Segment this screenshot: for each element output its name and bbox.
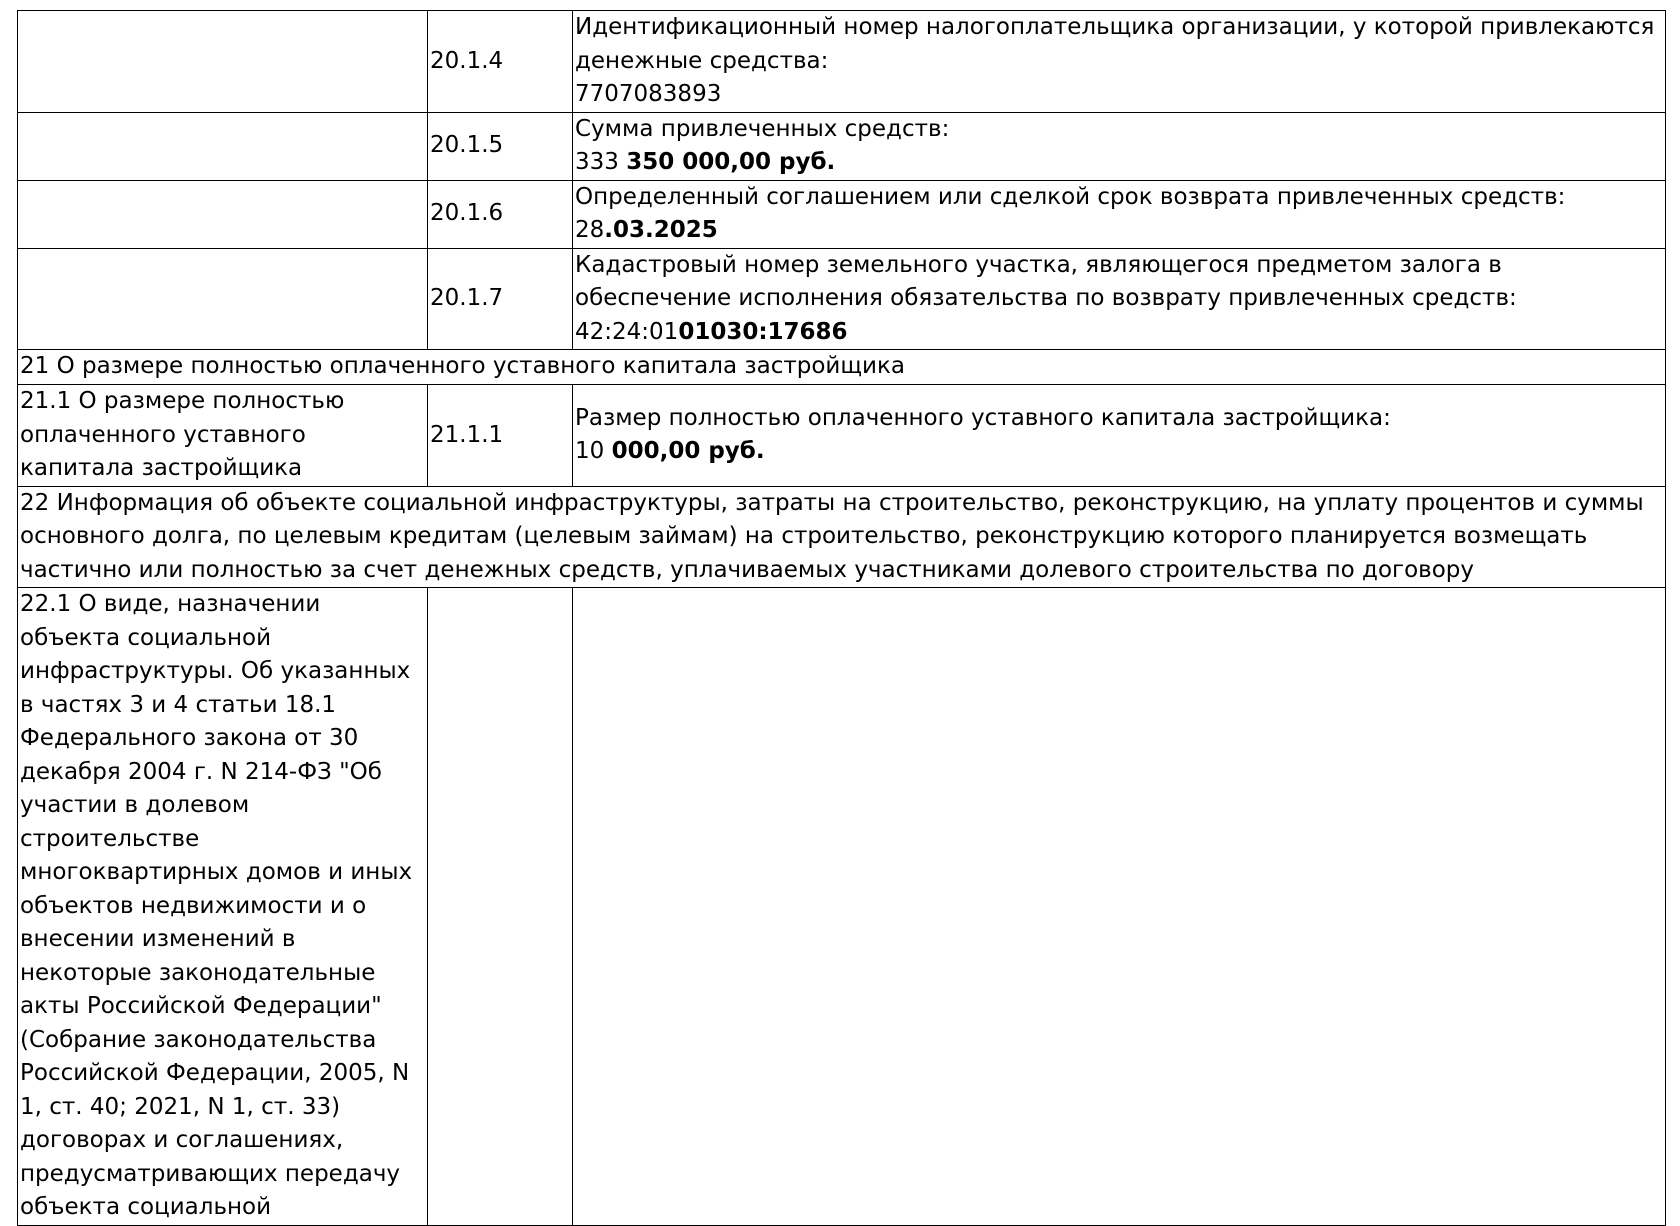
item-value-bold: .03.2025	[604, 217, 718, 243]
item-value	[575, 78, 1663, 112]
item-value	[575, 214, 1663, 248]
empty-code-cell	[428, 588, 573, 1226]
item-content	[573, 112, 1666, 180]
empty-section-cell	[18, 112, 428, 180]
table-row	[18, 112, 1666, 180]
item-value-prefix: 333	[575, 149, 627, 175]
item-code: 20.1.7	[428, 248, 573, 350]
document-table	[17, 10, 1666, 1226]
subsection-21-1-title: 21.1 О размере полностью оплаченного уставного капитала застройщика	[18, 385, 428, 487]
item-value-prefix: 42:24:01	[575, 318, 679, 345]
item-value-bold: 01030:17686	[678, 318, 848, 345]
item-code: 20.1.5	[428, 112, 573, 180]
section-21-header: 21 О размере полностью оплаченного уставного капитала застройщика	[18, 350, 1666, 385]
table-row	[18, 11, 1666, 113]
item-value-bold: 350 000,00 руб.	[626, 149, 836, 175]
empty-section-cell	[18, 11, 428, 113]
table-row	[18, 385, 1666, 487]
section-header-row	[18, 350, 1666, 385]
item-label: Кадастровый номер земельного участка, являющегося предметом залога в обеспечение исполнения обязательства по возврату привлеченных средств:	[575, 251, 1517, 311]
item-value-prefix: 10	[575, 438, 612, 465]
empty-section-cell	[18, 248, 428, 350]
empty-content-cell	[573, 588, 1666, 1226]
table-row	[18, 588, 1666, 1226]
item-value-prefix: 7707083893	[575, 81, 722, 107]
item-content	[573, 180, 1666, 248]
item-value	[575, 146, 1663, 180]
section-22-header: 22 Информация об объекте социальной инфраструктуры, затраты на строительство, реконструкцию, на уплату процентов и суммы основного долга, по целевым кредитам (целевым займам) на строительство, реконструкцию которого планируется возмещать частично или полностью за счет денежных средств, уплачиваемых участниками долевого строительства по договору	[18, 486, 1666, 588]
item-code: 20.1.6	[428, 180, 573, 248]
subsection-22-1-title: 22.1 О виде, назначении объекта социальной инфраструктуры. Об указанных в частях 3 и 4 статьи 18.1 Федерального закона от 30 декабря 2004 г. N 214-ФЗ "Об участии в долевом строительстве многоквартирных домов и иных объектов недвижимости и о внесении изменений в некоторые законодательные акты Российской Федерации" (Собрание законодательства Российской Федерации, 2005, N 1, ст. 40; 2021, N 1, ст. 33) договорах и соглашениях, предусматривающих передачу объекта социальной	[18, 588, 428, 1226]
item-value	[575, 316, 1663, 350]
table-row	[18, 248, 1666, 350]
item-content	[573, 11, 1666, 113]
item-code: 21.1.1	[428, 385, 573, 487]
item-content	[573, 248, 1666, 350]
item-label: Идентификационный номер налогоплательщика организации, у которой привлекаются денежные средства:	[575, 14, 1655, 74]
item-label: Сумма привлеченных средств:	[575, 115, 950, 142]
item-content	[573, 385, 1666, 487]
table-row	[18, 180, 1666, 248]
item-value-bold: 000,00 руб.	[611, 438, 765, 465]
empty-section-cell	[18, 180, 428, 248]
item-code: 20.1.4	[428, 11, 573, 113]
section-header-row	[18, 486, 1666, 588]
item-label: Определенный соглашением или сделкой срок возврата привлеченных средств:	[575, 183, 1566, 210]
item-value-prefix: 28	[575, 217, 605, 243]
item-label: Размер полностью оплаченного уставного капитала застройщика:	[575, 404, 1391, 431]
item-value	[575, 435, 1663, 469]
